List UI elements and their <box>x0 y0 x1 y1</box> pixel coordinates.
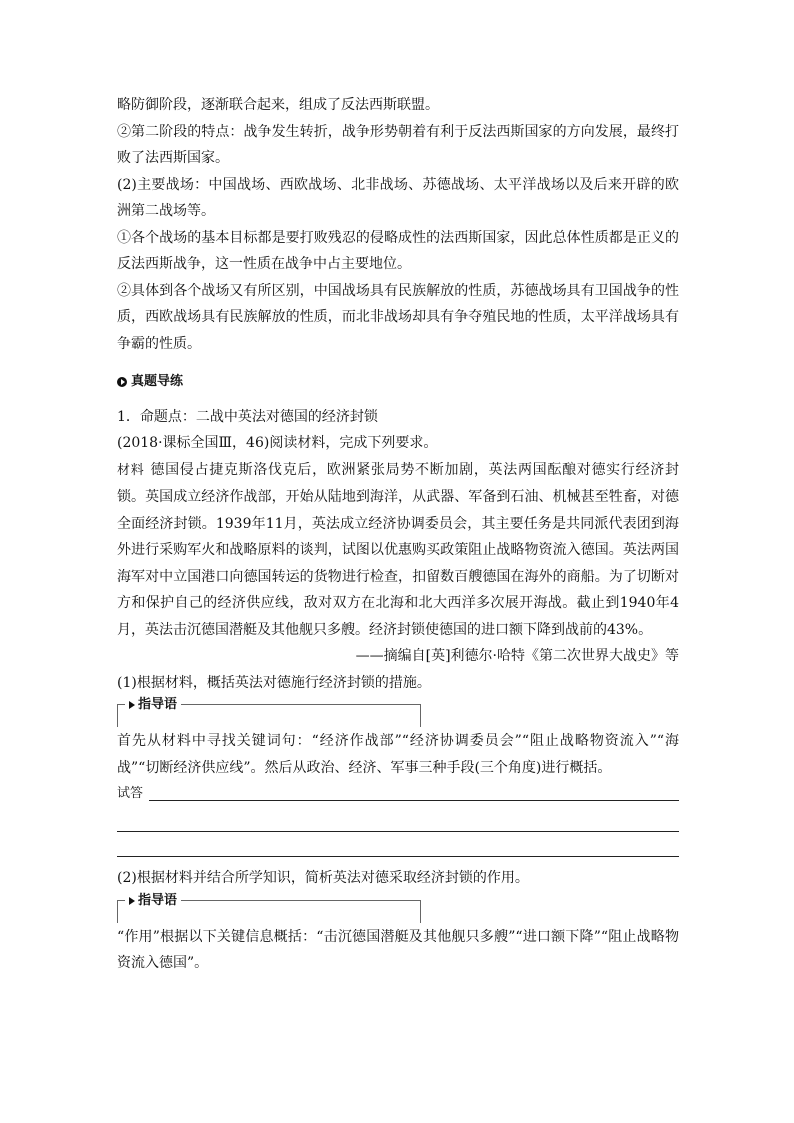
intro-paragraph: (2)主要战场：中国战场、西欧战场、北非战场、苏德战场、太平洋战场以及后来开辟的欧洲第二战场等。 <box>117 176 679 219</box>
intro-paragraph: ②具体到各个战场又有所区别，中国战场具有民族解放的性质，苏德战场具有卫国战争的性质，西欧战场具有民族解放的性质，而北非战场却具有争夺殖民地的性质，太平洋战场具有争霸的性质。 <box>117 282 679 352</box>
arrow-right-icon <box>129 701 135 709</box>
arrow-right-icon <box>129 897 135 905</box>
answer-label: 试答 <box>117 785 144 801</box>
guide-label-text: 指导语 <box>138 892 178 908</box>
question-heading: 1．命题点：二战中英法对德国的经济封锁 <box>117 408 378 425</box>
guide-box-1 <box>117 697 679 726</box>
intro-paragraph: ②第二阶段的特点：战争发生转折，战争形势朝着有利于反法西斯国家的方向发展，最终打败了法西斯国家。 <box>117 123 679 166</box>
answer-blank-line[interactable] <box>117 832 679 857</box>
intro-paragraph: ①各个战场的基本目标都是要打败残忍的侵略成性的法西斯国家，因此总体性质都是正义的反法西斯战争，这一性质在战争中占主要地位。 <box>117 229 679 272</box>
guide-label <box>125 696 181 714</box>
guide-text-2: “作用”根据以下关键信息概括：“击沉德国潜艇及其他舰只多艘”“进口额下降”“阻止战略物资流入德国”。 <box>117 928 679 971</box>
section-title: 真题导练 <box>131 374 184 389</box>
answer-rule <box>149 799 679 801</box>
material-label: 材料 <box>117 462 145 478</box>
page-content <box>117 92 679 977</box>
guide-text-1: 首先从材料中寻找关键词句：“经济作战部”“经济协调委员会”“阻止战略物资流入”“海战”“切断经济供应线”。然后从政治、经济、军事三种手段(三个角度)进行概括。 <box>117 733 679 776</box>
intro-paragraph: 略防御阶段，逐渐联合起来，组成了反法西斯联盟。 <box>117 97 439 113</box>
guide-box-2 <box>117 892 679 922</box>
material-paragraph <box>117 457 679 644</box>
citation: ——摘编自[英]利德尔·哈特《第二次世界大战史》等 <box>355 648 679 664</box>
guide-label-text: 指导语 <box>138 697 178 712</box>
answer-field[interactable] <box>117 781 679 807</box>
material-text: 德国侵占捷克斯洛伐克后，欧洲紧张局势不断加剧，英法两国酝酿对德实行经济封锁。英国成立经济作战部，开始从陆地到海洋，从武器、军备到石油、机械甚至牲畜，对德全面经济封锁。1939年11月，英法成立经济协调委员会，其主要任务是共同派代表团到海外进行采购军火和战略原料的谈判，试图以优惠购买政策阻止战略物资流入德国。英法两国海军对中立国港口向德国转运的货物进行检查，扣留数百艘德国在海外的商船。为了切断对方和保护自己的经济供应线，敌对双方在北海和北大西洋多次展开海战。截止到1940年4月，英法击沉德国潜艇及其他舰只多艘。经济封锁使德国的进口额下降到战前的43%。 <box>117 461 679 638</box>
guide-label <box>125 892 181 910</box>
question-source: (2018·课标全国Ⅲ，46)阅读材料，完成下列要求。 <box>117 435 438 451</box>
play-circle-icon <box>117 377 127 387</box>
sub-question-1: (1)根据材料，概括英法对德施行经济封锁的措施。 <box>117 674 431 691</box>
sub-question-2: (2)根据材料并结合所学知识，简析英法对德采取经济封锁的作用。 <box>117 870 529 886</box>
answer-blank-line[interactable] <box>117 807 679 832</box>
section-heading <box>117 369 679 396</box>
